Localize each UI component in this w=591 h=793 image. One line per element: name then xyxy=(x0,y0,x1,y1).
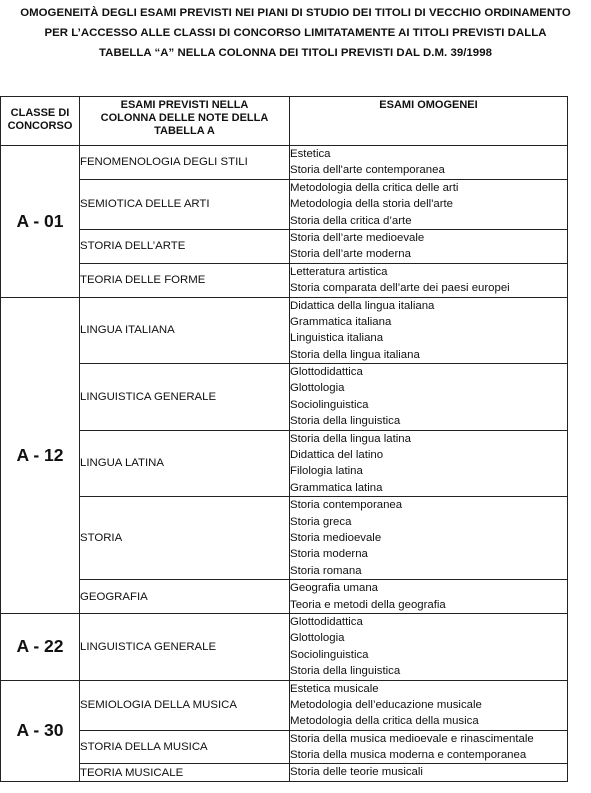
exam-name: LINGUA ITALIANA xyxy=(80,297,290,364)
class-code: A - 30 xyxy=(1,680,80,781)
homogeneous-exams xyxy=(290,730,568,764)
homogeneous-exam: Storia della linguistica xyxy=(290,665,401,678)
header-line: CLASSE DI xyxy=(10,107,70,119)
homogeneous-exams xyxy=(290,263,568,297)
header-line: TABELLA A xyxy=(154,125,215,137)
homogeneous-exams xyxy=(290,146,568,180)
exam-name: STORIA xyxy=(80,497,290,580)
exam-name: STORIA DELL’ARTE xyxy=(80,229,290,263)
class-code: A - 22 xyxy=(1,613,80,680)
homogeneous-exam: Didattica del latino xyxy=(290,449,384,462)
homogeneous-exam: Grammatica latina xyxy=(290,481,383,494)
homogeneous-exam: Storia della lingua latina xyxy=(290,432,411,445)
homogeneous-exam: Glottodidattica xyxy=(290,615,363,628)
table-row xyxy=(1,764,568,781)
homogeneous-exam: Didattica della lingua italiana xyxy=(290,299,435,312)
homogeneous-exams xyxy=(290,497,568,580)
homogeneous-exams xyxy=(290,764,568,781)
homogeneous-exam: Glottologia xyxy=(290,632,345,645)
table-row xyxy=(1,297,568,364)
homogeneous-exam: Storia della musica moderna e contemporanea xyxy=(290,749,527,762)
homogeneous-exams xyxy=(290,680,568,730)
exam-name: SEMIOTICA DELLE ARTI xyxy=(80,179,290,229)
homogeneous-exams xyxy=(290,613,568,680)
homogeneous-exam: Storia contemporanea xyxy=(290,499,403,512)
exam-name: TEORIA DELLE FORME xyxy=(80,263,290,297)
heading-line: OMOGENEITÀ DEGLI ESAMI PREVISTI NEI PIANI DI STUDIO DEI TITOLI DI VECCHIO ORDINAMENTO xyxy=(20,7,571,19)
homogeneous-exam: Storia della lingua italiana xyxy=(290,348,420,361)
heading-line: PER L’ACCESSO ALLE CLASSI DI CONCORSO LIMITATAMENTE AI TITOLI PREVISTI DALLA xyxy=(44,27,547,39)
table-row xyxy=(1,229,568,263)
homogeneous-exam: Sociolinguistica xyxy=(290,648,369,661)
exam-name: FENOMENOLOGIA DEGLI STILI xyxy=(80,146,290,180)
class-code: A - 12 xyxy=(1,297,80,613)
exam-name: TEORIA MUSICALE xyxy=(80,764,290,781)
homogeneous-exam: Teoria e metodi della geografia xyxy=(290,598,446,611)
header-class xyxy=(1,97,80,146)
homogeneous-exam: Sociolinguistica xyxy=(290,398,369,411)
homogeneous-exam: Storia della musica medioevale e rinascimentale xyxy=(290,732,534,745)
homogeneous-exams xyxy=(290,229,568,263)
table-row xyxy=(1,430,568,497)
homogeneous-exam: Storia dell’arte medioevale xyxy=(290,231,425,244)
homogeneous-exam: Storia della critica d’arte xyxy=(290,214,412,227)
homogeneous-exam: Glottologia xyxy=(290,382,345,395)
homogeneous-exam: Estetica musicale xyxy=(290,682,379,695)
header-homogeneous xyxy=(290,97,568,146)
exam-name: LINGUISTICA GENERALE xyxy=(80,364,290,431)
exams-table xyxy=(0,96,568,782)
table-header-row xyxy=(1,97,568,146)
homogeneous-exam: Glottodidattica xyxy=(290,366,363,379)
exam-name: GEOGRAFIA xyxy=(80,580,290,614)
homogeneous-exam: Filologia latina xyxy=(290,465,363,478)
homogeneous-exam: Storia delle teorie musicali xyxy=(290,766,423,779)
table-row xyxy=(1,179,568,229)
exam-name: SEMIOLOGIA DELLA MUSICA xyxy=(80,680,290,730)
homogeneous-exam: Grammatica italiana xyxy=(290,315,392,328)
homogeneous-exam: Storia medioevale xyxy=(290,531,382,544)
table-row xyxy=(1,580,568,614)
homogeneous-exam: Storia moderna xyxy=(290,548,368,561)
homogeneous-exam: Storia romana xyxy=(290,564,362,577)
table-row xyxy=(1,613,568,680)
homogeneous-exams xyxy=(290,297,568,364)
homogeneous-exam: Storia comparata dell’arte dei paesi europei xyxy=(290,282,510,295)
homogeneous-exams xyxy=(290,580,568,614)
table-body xyxy=(1,146,568,782)
homogeneous-exam: Storia dell'arte contemporanea xyxy=(290,164,445,177)
homogeneous-exam: Metodologia della critica delle arti xyxy=(290,181,459,194)
homogeneous-exam: Storia dell’arte moderna xyxy=(290,248,411,261)
table-row xyxy=(1,497,568,580)
homogeneous-exam: Metodologia dell’educazione musicale xyxy=(290,698,482,711)
homogeneous-exam: Estetica xyxy=(290,148,331,160)
homogeneous-exam: Geografia umana xyxy=(290,582,379,595)
exam-name: LINGUISTICA GENERALE xyxy=(80,613,290,680)
exam-name: LINGUA LATINA xyxy=(80,430,290,497)
homogeneous-exam: Storia greca xyxy=(290,515,352,528)
document-heading xyxy=(0,3,591,63)
homogeneous-exam: Metodologia della storia dell'arte xyxy=(290,198,454,211)
homogeneous-exams xyxy=(290,364,568,431)
homogeneous-exam: Letteratura artistica xyxy=(290,265,388,278)
homogeneous-exams xyxy=(290,430,568,497)
exam-name: STORIA DELLA MUSICA xyxy=(80,730,290,764)
header-column xyxy=(80,97,290,146)
table-row xyxy=(1,146,568,180)
homogeneous-exam: Linguistica italiana xyxy=(290,332,384,345)
header-line: COLONNA DELLE NOTE DELLA xyxy=(100,112,269,124)
table-row xyxy=(1,680,568,730)
table-row xyxy=(1,364,568,431)
homogeneous-exams xyxy=(290,179,568,229)
homogeneous-exam: Storia della linguistica xyxy=(290,415,401,428)
header-line: CONCORSO xyxy=(7,120,73,132)
heading-line: TABELLA “A” NELLA COLONNA DEI TITOLI PREVISTI DAL D.M. 39/1998 xyxy=(99,47,492,59)
table-row xyxy=(1,730,568,764)
table-row xyxy=(1,263,568,297)
homogeneous-exam: Metodologia della critica della musica xyxy=(290,715,479,728)
header-line: ESAMI OMOGENEI xyxy=(379,99,478,111)
header-line: ESAMI PREVISTI NELLA xyxy=(120,99,249,111)
class-code: A - 01 xyxy=(1,146,80,298)
